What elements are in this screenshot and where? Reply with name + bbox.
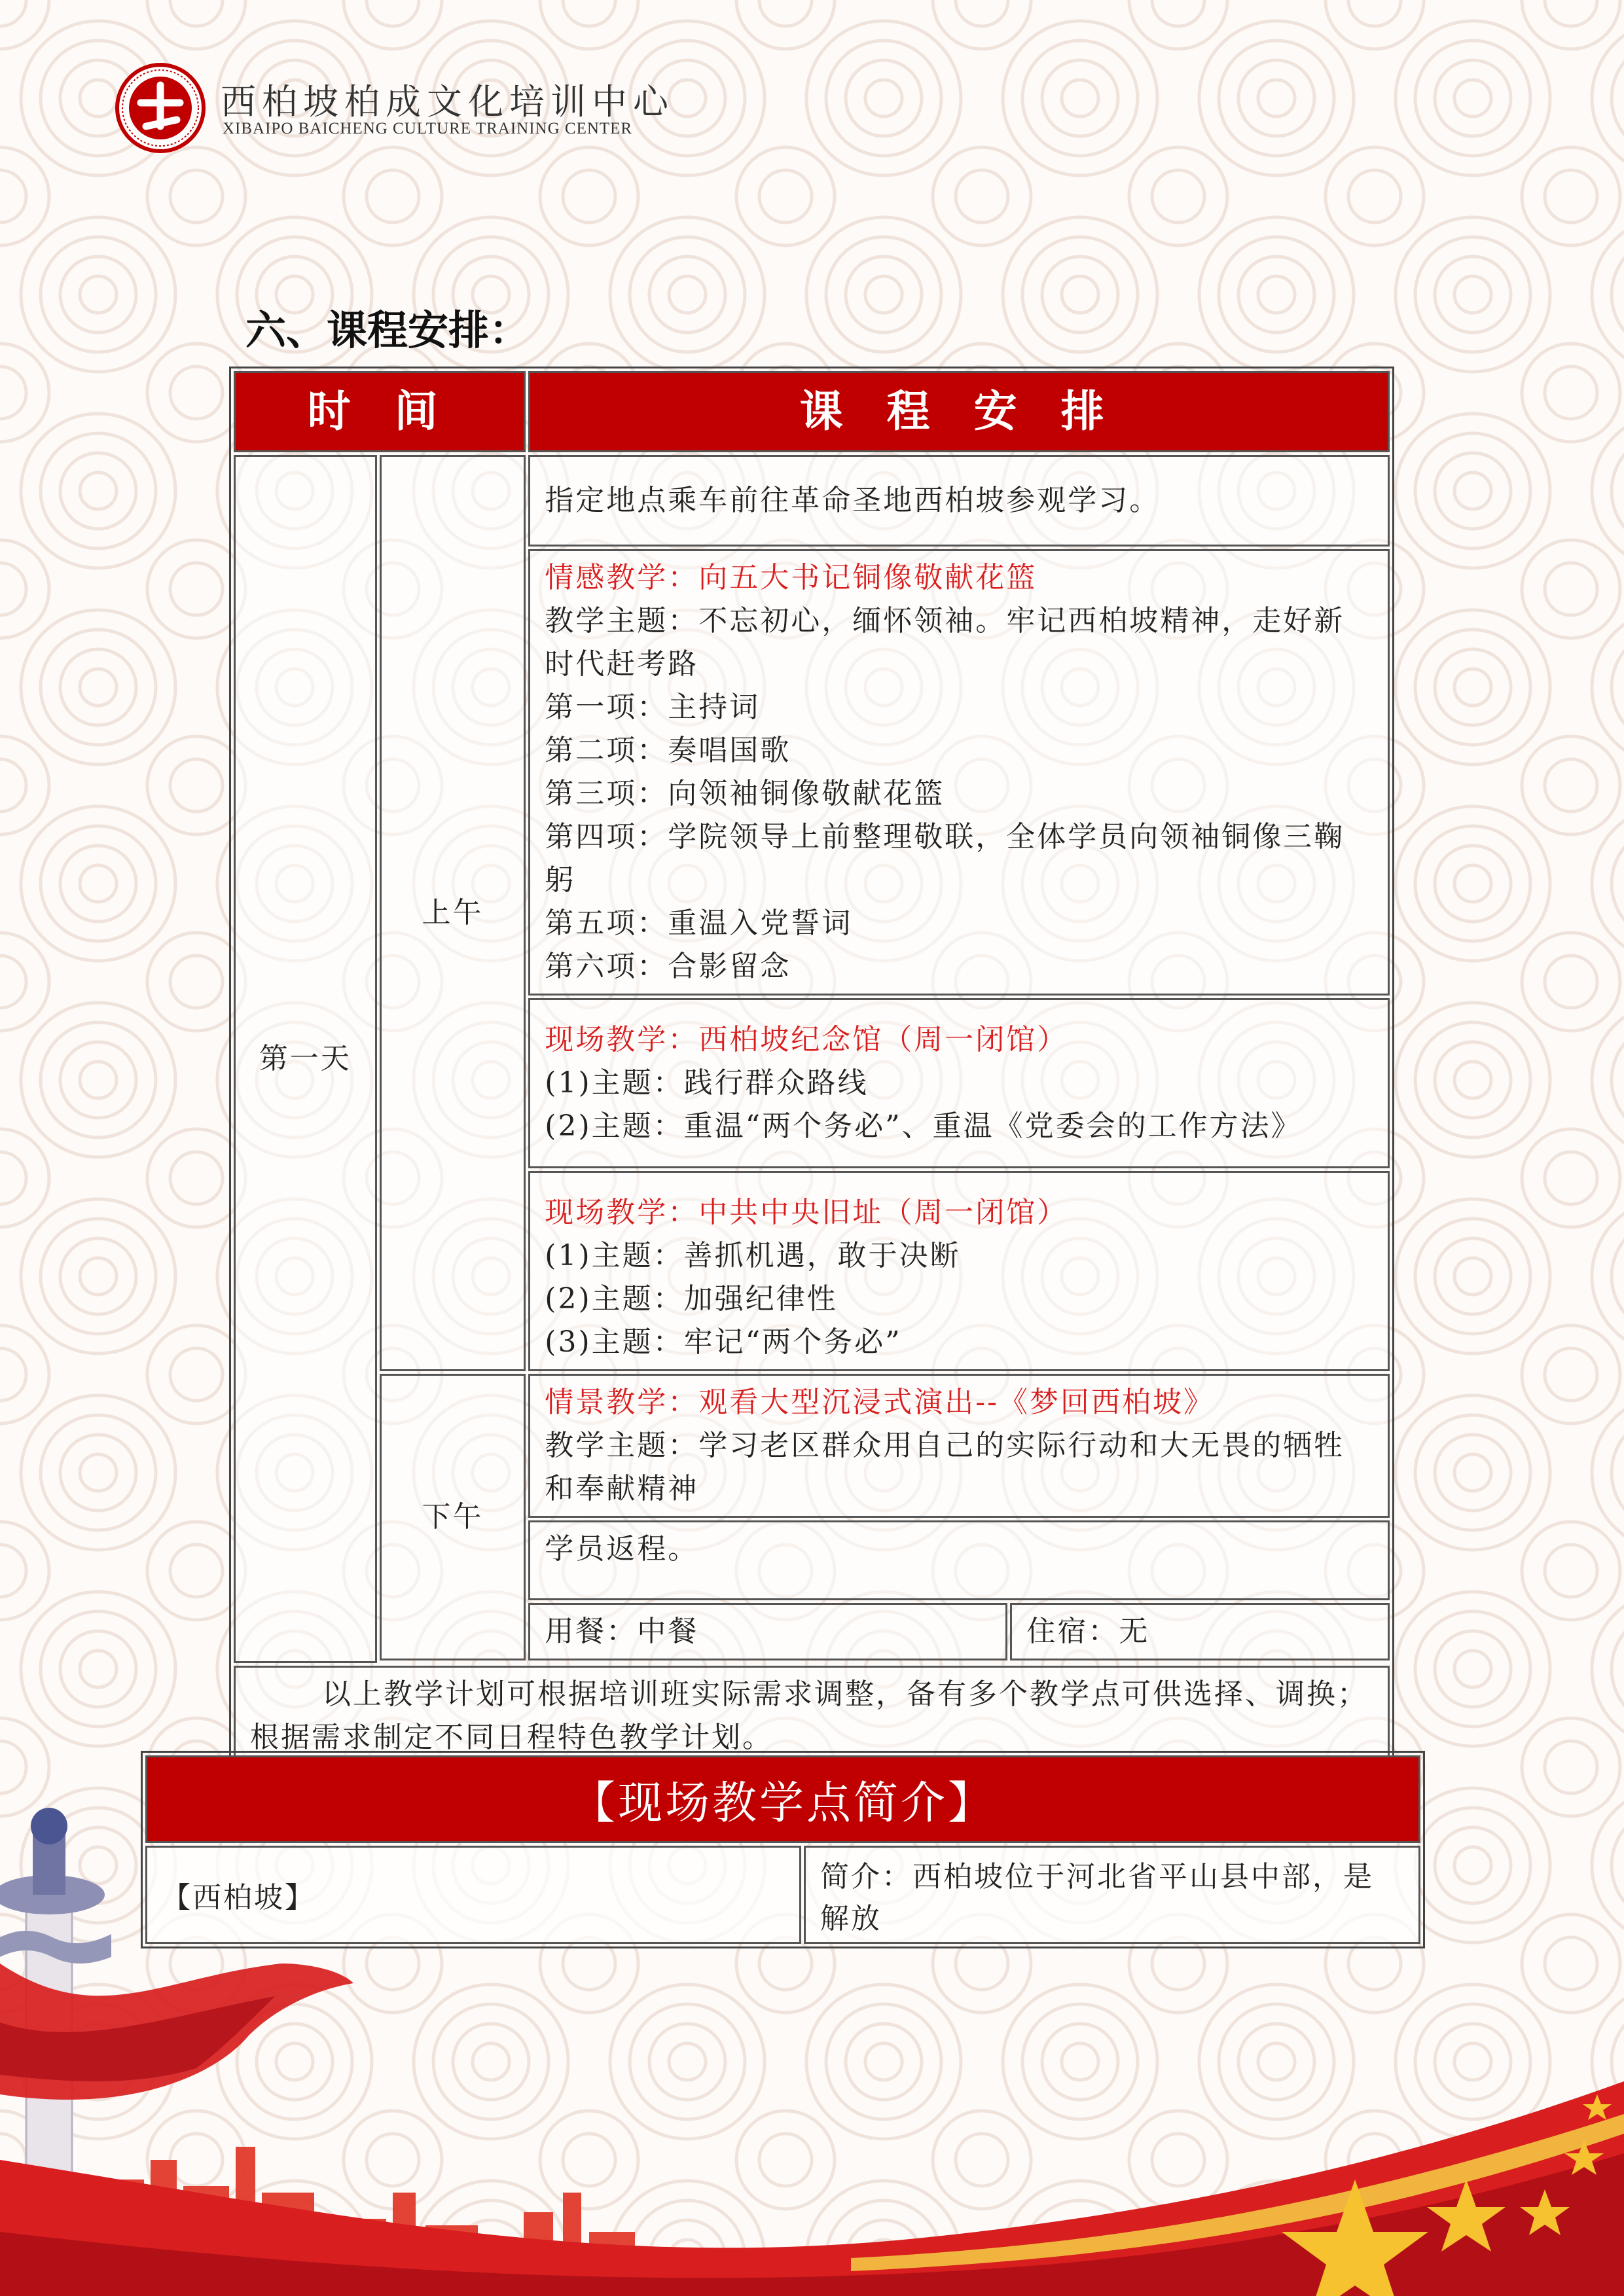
item-text: 学员返程。 xyxy=(545,1532,699,1566)
item-title: 现场教学：中共中央旧址（周一闭馆） xyxy=(545,1196,1068,1229)
item-line: (2)主题：加强纪律性 xyxy=(545,1282,838,1316)
item-text: 指定地点乘车前往革命圣地西柏坡参观学习。 xyxy=(545,484,1161,517)
schedule-table xyxy=(229,367,1394,1771)
section-title: 六、课程安排： xyxy=(245,306,530,354)
org-header xyxy=(115,62,704,154)
schedule-item-old-site xyxy=(528,1171,1390,1371)
item-title: 现场教学：西柏坡纪念馆（周一闭馆） xyxy=(545,1023,1068,1056)
day-label: 第一天 xyxy=(234,455,377,1663)
head-course: 课 程 安 排 xyxy=(528,371,1390,452)
item-title: 情景教学：观看大型沉浸式演出--《梦回西柏坡》 xyxy=(545,1386,1215,1419)
intro-site-desc: 简介：西柏坡位于河北省平山县中部，是解放 xyxy=(804,1846,1420,1944)
schedule-item-departure xyxy=(528,455,1390,547)
note-text: 以上教学计划可根据培训班实际需求调整，备有多个教学点可供选择、调换；根据需求制定不同日程特色教学计划。 xyxy=(250,1677,1368,1754)
schedule-item-return xyxy=(528,1520,1390,1600)
meal-cell xyxy=(528,1603,1007,1660)
item-line: (1)主题：善抓机遇，敢于决断 xyxy=(545,1239,961,1272)
item-title: 情感教学：向五大书记铜像敬献花篮 xyxy=(545,561,1038,594)
item-line: 第四项：学院领导上前整理敬联，全体学员向领袖铜像三鞠躬 xyxy=(545,820,1345,897)
org-name-cn: 西柏坡柏成文化培训中心 xyxy=(221,81,674,122)
item-line: (1)主题：践行群众路线 xyxy=(545,1066,869,1100)
site-intro-table xyxy=(141,1751,1425,1948)
morning-label: 上午 xyxy=(380,455,526,1371)
head-time: 时 间 xyxy=(234,371,526,452)
afternoon-label: 下午 xyxy=(380,1374,526,1660)
item-line: 教学主题：学习老区群众用自己的实际行动和大无畏的牺牲和奉献精神 xyxy=(545,1429,1345,1505)
intro-title: 【现场教学点简介】 xyxy=(145,1755,1420,1843)
item-line: (2)主题：重温“两个务必”、重温《党委会的工作方法》 xyxy=(545,1109,1302,1143)
schedule-item-show xyxy=(528,1374,1390,1518)
item-line: (3)主题：牢记“两个务必” xyxy=(545,1325,902,1359)
org-name-en: XIBAIPO BAICHENG CULTURE TRAINING CENTER xyxy=(223,120,633,137)
intro-site-name: 【西柏坡】 xyxy=(145,1846,801,1944)
item-line: 第五项：重温入党誓词 xyxy=(545,906,853,940)
item-line: 教学主题：不忘初心，缅怀领袖。牢记西柏坡精神，走好新时代赶考路 xyxy=(545,604,1345,681)
lodging-text: 住宿：无 xyxy=(1026,1615,1150,1648)
schedule-item-memorial xyxy=(528,998,1390,1168)
schedule-item-wreath xyxy=(528,549,1390,996)
item-line: 第六项：合影留念 xyxy=(545,950,791,983)
item-line: 第一项：主持词 xyxy=(545,691,761,724)
org-logo-icon xyxy=(115,62,206,154)
meal-text: 用餐：中餐 xyxy=(545,1615,699,1648)
lodging-cell xyxy=(1010,1603,1390,1660)
item-line: 第三项：向领袖铜像敬献花篮 xyxy=(545,777,945,810)
item-line: 第二项：奏唱国歌 xyxy=(545,734,791,767)
